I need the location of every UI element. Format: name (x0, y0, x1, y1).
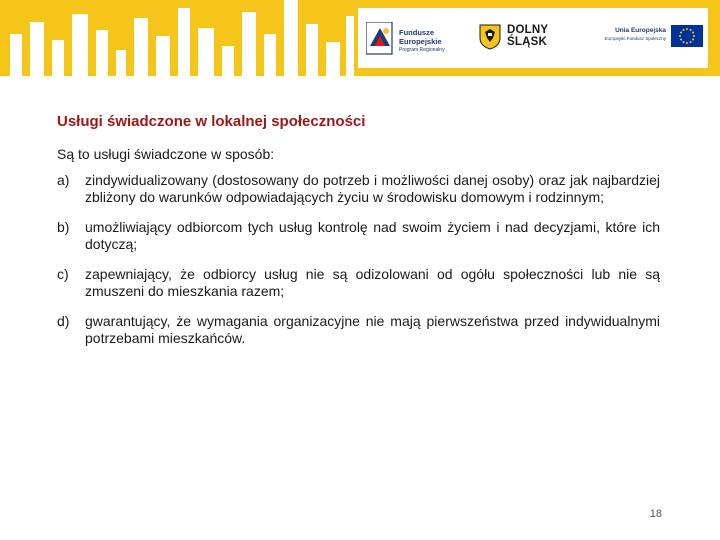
ds-line1: DOLNY (507, 24, 549, 36)
eu-logo (591, 22, 703, 52)
decor-block (198, 28, 214, 76)
decor-block (10, 34, 22, 76)
ds-logo-text (507, 24, 548, 48)
fe-star-icon (366, 22, 394, 56)
decor-block (178, 8, 190, 76)
decor-block (134, 18, 148, 76)
logo-strip (358, 8, 708, 68)
list-marker: c) (57, 266, 69, 282)
decor-block (264, 34, 276, 76)
intro-text: Są to usługi świadczone w sposób: (57, 146, 275, 162)
decor-block (284, 0, 298, 76)
fe-line2: Europejskie (399, 37, 442, 46)
eu-flag-icon (671, 25, 703, 47)
list-item (57, 172, 660, 206)
list-item-text: umożliwiający odbiorcom tych usług kontrolę nad swoim życiem i nad decyzjami, które ich dotyczą; (85, 219, 660, 252)
decor-block (116, 50, 126, 76)
list-marker: a) (57, 172, 70, 188)
fe-line1: Fundusze (399, 28, 434, 37)
ds-line2: ŚLĄSK (507, 36, 547, 48)
list-item (57, 313, 660, 347)
decor-block (156, 36, 170, 76)
decor-block (326, 42, 340, 76)
header-band (0, 0, 720, 76)
list-item-text: zindywidualizowany (dostosowany do potrzeb i możliwości danej osoby) oraz jak najbardziej zbliżony do warunków odpowiadających życiu w środowisku domowym i rodzinnym; (85, 172, 660, 205)
decor-block (242, 12, 256, 76)
services-list (57, 172, 660, 360)
decor-block (222, 46, 234, 76)
dolny-slask-logo (479, 22, 559, 52)
list-marker: b) (57, 219, 70, 235)
coat-of-arms-icon (479, 24, 501, 50)
fe-logo-text (399, 28, 445, 54)
eu-line2: Europejski Fundusz Społeczny (604, 36, 666, 41)
list-item-text: gwarantujący, że wymagania organizacyjne nie mają pierwszeństwa przed indywidualnymi potrzebami mieszkańców. (85, 313, 660, 346)
list-item (57, 219, 660, 253)
list-item (57, 266, 660, 300)
eu-line1: Unia Europejska (615, 27, 666, 34)
list-marker: d) (57, 313, 70, 329)
decor-block (30, 22, 44, 76)
decor-block (346, 16, 354, 76)
list-item-text: zapewniający, że odbiorcy usług nie są odizolowani od ogółu społeczności lub nie są zmuszeni do mieszkania razem; (85, 266, 660, 299)
slide-title: Usługi świadczone w lokalnej społeczności (57, 113, 366, 130)
decor-block (306, 24, 318, 76)
decor-block (52, 40, 64, 76)
decor-block (72, 14, 88, 76)
fundusze-europejskie-logo (366, 18, 476, 58)
eu-logo-text (604, 26, 666, 42)
decor-block (96, 30, 108, 76)
fe-line3: Program Regionalny (399, 47, 445, 53)
page-number: 18 (649, 508, 662, 520)
